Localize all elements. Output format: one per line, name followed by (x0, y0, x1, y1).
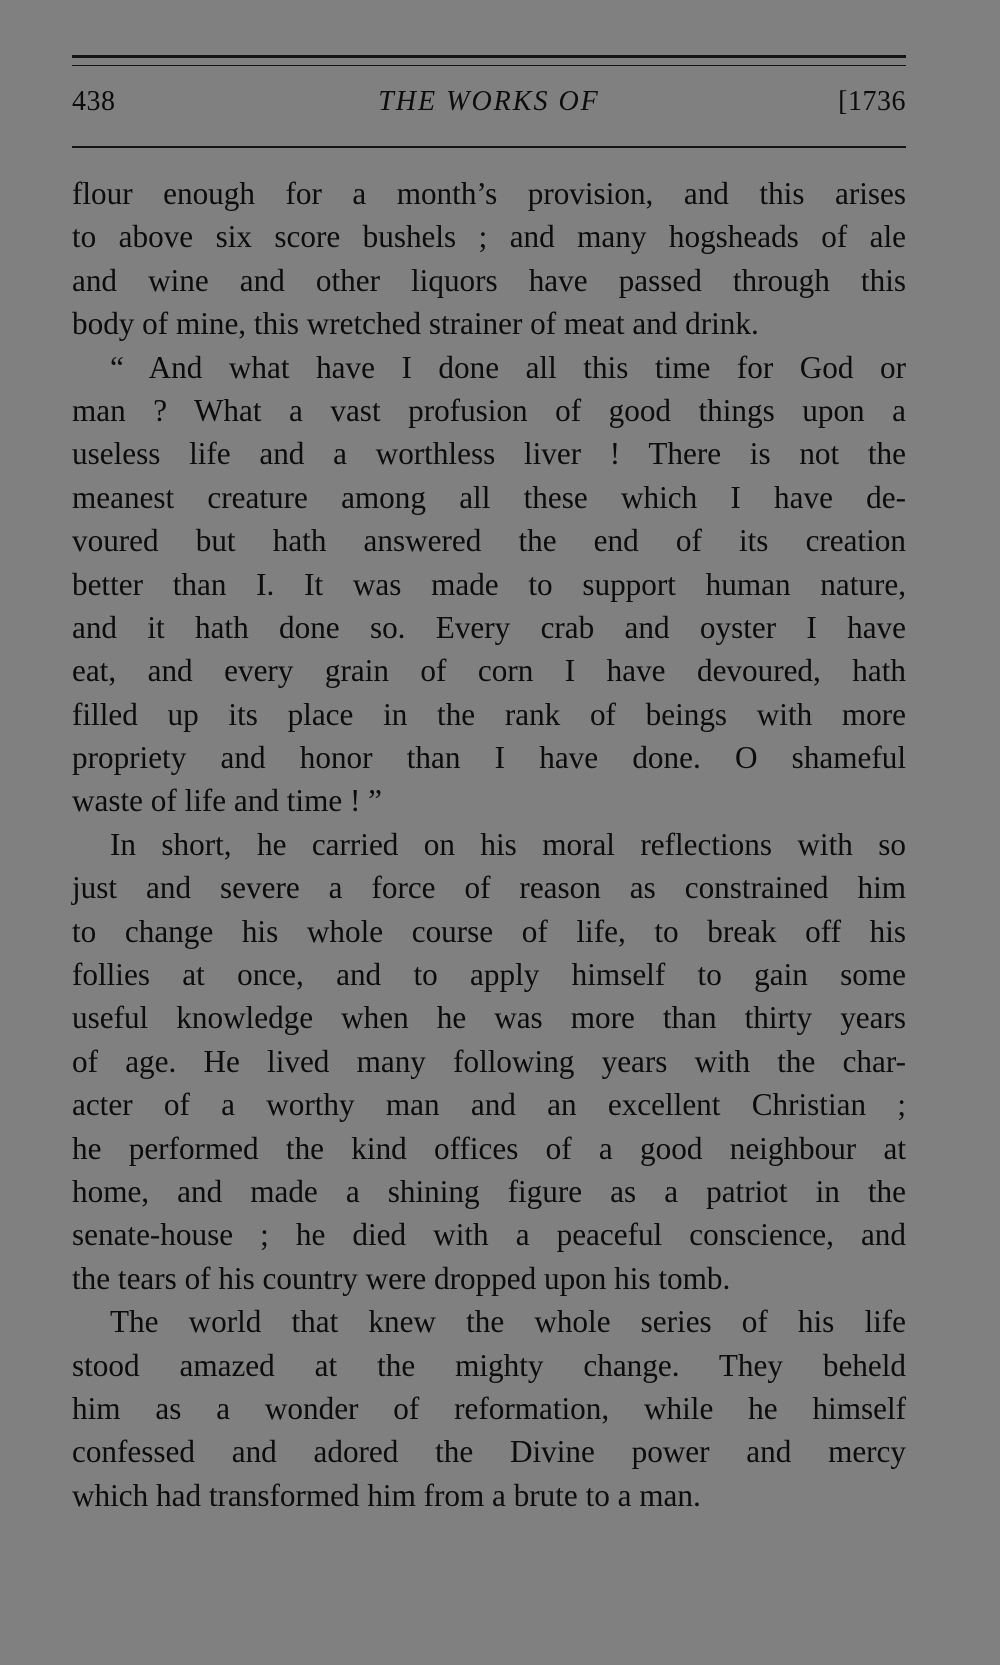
text-line: In short, he carried on his moral reflections with so (110, 826, 906, 862)
text-line: the tears of his country were dropped upon his tomb. (72, 1260, 731, 1296)
text-line: better than I. It was made to support human nature, (72, 566, 906, 602)
text-line: him as a wonder of reformation, while he himself (72, 1390, 906, 1426)
text-line: man ? What a vast profusion of good things upon a (72, 392, 906, 428)
text-line: filled up its place in the rank of beings with more (72, 696, 906, 732)
text-line: of age. He lived many following years with the char- (72, 1043, 906, 1079)
text-line: body of mine, this wretched strainer of meat and drink. (72, 306, 759, 342)
text-line: useful knowledge when he was more than thirty years (72, 1000, 906, 1036)
text-line: follies at once, and to apply himself to gain some (72, 957, 906, 993)
page-number: 438 (72, 86, 116, 117)
text-line: voured but hath answered the end of its creation (72, 523, 906, 559)
text-line: stood amazed at the mighty change. They beheld (72, 1347, 906, 1383)
running-title: THE WORKS OF (378, 86, 600, 117)
header-top-rule-thick (72, 55, 906, 58)
text-line: home, and made a shining figure as a patriot in the (72, 1173, 906, 1209)
text-line: just and severe a force of reason as constrained him (72, 870, 906, 906)
text-line: to change his whole course of life, to break off his (72, 913, 906, 949)
text-line: useless life and a worthless liver ! There is not the (72, 436, 906, 472)
header-top-rule-thin (72, 65, 906, 66)
running-header (72, 86, 906, 126)
header-bottom-rule (72, 146, 906, 148)
text-line: meanest creature among all these which I have de- (72, 479, 906, 515)
text-line: senate-house ; he died with a peaceful conscience, and (72, 1217, 906, 1253)
text-line: confessed and adored the Divine power and mercy (72, 1434, 906, 1470)
text-line: to above six score bushels ; and many hogsheads of ale (72, 219, 906, 255)
text-line: waste of life and time ! ” (72, 783, 383, 819)
text-line: acter of a worthy man and an excellent Christian ; (72, 1087, 906, 1123)
text-line: and it hath done so. Every crab and oyster I have (72, 609, 906, 645)
text-line: and wine and other liquors have passed through this (72, 262, 906, 298)
book-page (72, 0, 906, 1665)
text-line: he performed the kind offices of a good neighbour at (72, 1130, 906, 1166)
text-line: eat, and every grain of corn I have devoured, hath (72, 653, 906, 689)
text-line: propriety and honor than I have done. O shameful (72, 740, 906, 776)
text-line: flour enough for a month’s provision, and this arises (72, 176, 906, 211)
body-text (72, 172, 906, 1517)
text-line: The world that knew the whole series of his life (110, 1304, 906, 1340)
text-line: “ And what have I done all this time for God or (110, 349, 906, 385)
text-line: which had transformed him from a brute to a man. (72, 1477, 701, 1513)
header-year: [1736 (838, 86, 906, 117)
